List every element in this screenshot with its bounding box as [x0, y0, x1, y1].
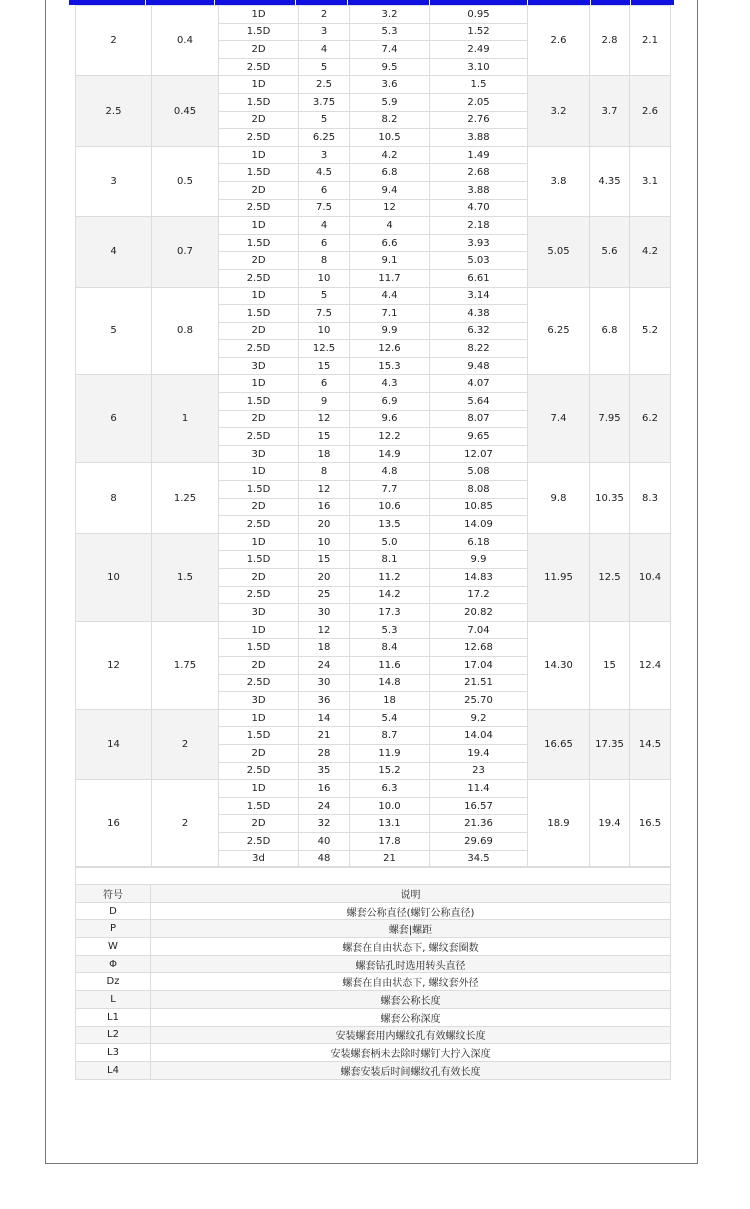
size-cell: 6: [76, 375, 152, 463]
length-cell: 7.5: [299, 305, 350, 323]
legend-spacer: [76, 867, 671, 885]
coil-count-cell: 14.8: [350, 674, 430, 692]
extra-value-cell: 4.2: [630, 217, 671, 287]
depth-cell: 21.51: [430, 674, 528, 692]
length-cell: 16: [299, 498, 350, 516]
drill-diameter-cell: 6.25: [528, 287, 590, 375]
size-cell: 14: [76, 709, 152, 779]
size-cell: 3: [76, 146, 152, 216]
coil-count-cell: 3.6: [350, 76, 430, 94]
drill-diameter-cell: 3.2: [528, 76, 590, 146]
depth-cell: 2.49: [430, 41, 528, 59]
length-code-cell: 3D: [219, 692, 299, 710]
pitch-cell: 0.4: [152, 6, 219, 76]
depth-cell: 5.64: [430, 393, 528, 411]
length-code-cell: 2.5D: [219, 762, 299, 780]
coil-count-cell: 3.2: [350, 6, 430, 24]
length-code-cell: 2D: [219, 410, 299, 428]
depth-cell: 9.48: [430, 357, 528, 375]
depth-cell: 1.49: [430, 146, 528, 164]
legend-description: 螺套钻孔时选用转头直径: [151, 955, 671, 973]
legend-description: 螺套安装后时间螺纹孔有效长度: [151, 1061, 671, 1079]
legend-row: [76, 1044, 671, 1062]
depth-cell: 5.08: [430, 463, 528, 481]
coil-count-cell: 9.4: [350, 181, 430, 199]
depth-cell: 19.4: [430, 744, 528, 762]
coil-count-cell: 5.3: [350, 621, 430, 639]
table-row: [76, 780, 671, 798]
coil-count-cell: 13.1: [350, 815, 430, 833]
depth-cell: 5.03: [430, 252, 528, 270]
depth-cell: 12.07: [430, 445, 528, 463]
pitch-cell: 0.5: [152, 146, 219, 216]
length-cell: 8: [299, 252, 350, 270]
length-code-cell: 1.5D: [219, 481, 299, 499]
length-cell: 12: [299, 481, 350, 499]
outer-diameter-cell: 5.6: [590, 217, 630, 287]
legend-header-row: [76, 885, 671, 903]
size-cell: 5: [76, 287, 152, 375]
length-code-cell: 1.5D: [219, 393, 299, 411]
coil-count-cell: 5.4: [350, 709, 430, 727]
coil-count-cell: 10.0: [350, 797, 430, 815]
depth-cell: 14.09: [430, 516, 528, 534]
coil-count-cell: 4.4: [350, 287, 430, 305]
depth-cell: 11.4: [430, 780, 528, 798]
size-cell: 16: [76, 780, 152, 868]
length-code-cell: 2D: [219, 815, 299, 833]
length-code-cell: 2D: [219, 744, 299, 762]
length-cell: 4: [299, 217, 350, 235]
length-cell: 24: [299, 797, 350, 815]
pitch-cell: 1: [152, 375, 219, 463]
length-cell: 25: [299, 586, 350, 604]
pitch-cell: 1.5: [152, 533, 219, 621]
extra-value-cell: 16.5: [630, 780, 671, 868]
symbol-legend-table: [75, 866, 671, 1080]
depth-cell: 17.04: [430, 656, 528, 674]
length-cell: 30: [299, 674, 350, 692]
length-cell: 35: [299, 762, 350, 780]
length-cell: 10: [299, 322, 350, 340]
length-code-cell: 2.5D: [219, 199, 299, 217]
coil-count-cell: 11.6: [350, 656, 430, 674]
length-code-cell: 3d: [219, 850, 299, 868]
length-code-cell: 2.5D: [219, 674, 299, 692]
depth-cell: 21.36: [430, 815, 528, 833]
length-cell: 4: [299, 41, 350, 59]
pitch-cell: 0.45: [152, 76, 219, 146]
length-cell: 12: [299, 410, 350, 428]
depth-cell: 29.69: [430, 832, 528, 850]
pitch-cell: 1.25: [152, 463, 219, 533]
coil-count-cell: 9.9: [350, 322, 430, 340]
legend-row: [76, 938, 671, 956]
coil-count-cell: 4.8: [350, 463, 430, 481]
depth-cell: 10.85: [430, 498, 528, 516]
length-code-cell: 3D: [219, 445, 299, 463]
legend-symbol: Dz: [76, 973, 151, 991]
depth-cell: 14.04: [430, 727, 528, 745]
table-row: [76, 463, 671, 481]
depth-cell: 6.32: [430, 322, 528, 340]
coil-count-cell: 10.6: [350, 498, 430, 516]
length-cell: 3: [299, 23, 350, 41]
coil-count-cell: 8.2: [350, 111, 430, 129]
coil-count-cell: 10.5: [350, 129, 430, 147]
length-cell: 10: [299, 269, 350, 287]
length-cell: 15: [299, 357, 350, 375]
depth-cell: 3.93: [430, 234, 528, 252]
depth-cell: 16.57: [430, 797, 528, 815]
outer-diameter-cell: 7.95: [590, 375, 630, 463]
outer-diameter-cell: 17.35: [590, 709, 630, 779]
coil-count-cell: 7.7: [350, 481, 430, 499]
depth-cell: 2.05: [430, 93, 528, 111]
length-cell: 12: [299, 621, 350, 639]
outer-diameter-cell: 4.35: [590, 146, 630, 216]
coil-count-cell: 4: [350, 217, 430, 235]
legend-row: [76, 1026, 671, 1044]
coil-count-cell: 5.3: [350, 23, 430, 41]
length-code-cell: 2D: [219, 656, 299, 674]
extra-value-cell: 5.2: [630, 287, 671, 375]
length-cell: 6: [299, 375, 350, 393]
length-code-cell: 1D: [219, 780, 299, 798]
length-cell: 8: [299, 463, 350, 481]
size-cell: 2.5: [76, 76, 152, 146]
depth-cell: 4.70: [430, 199, 528, 217]
table-row: [76, 533, 671, 551]
depth-cell: 4.07: [430, 375, 528, 393]
table-row: [76, 76, 671, 94]
coil-count-cell: 15.2: [350, 762, 430, 780]
length-cell: 20: [299, 569, 350, 587]
length-code-cell: 1.5D: [219, 551, 299, 569]
length-code-cell: 1D: [219, 709, 299, 727]
depth-cell: 3.10: [430, 58, 528, 76]
coil-count-cell: 12.2: [350, 428, 430, 446]
extra-value-cell: 2.1: [630, 6, 671, 76]
depth-cell: 2.68: [430, 164, 528, 182]
length-code-cell: 1D: [219, 287, 299, 305]
length-code-cell: 2.5D: [219, 832, 299, 850]
length-code-cell: 2D: [219, 569, 299, 587]
table-row: [76, 621, 671, 639]
length-cell: 40: [299, 832, 350, 850]
depth-cell: 4.38: [430, 305, 528, 323]
depth-cell: 14.83: [430, 569, 528, 587]
length-code-cell: 1D: [219, 463, 299, 481]
length-code-cell: 2D: [219, 252, 299, 270]
outer-diameter-cell: 6.8: [590, 287, 630, 375]
drill-diameter-cell: 18.9: [528, 780, 590, 868]
drill-diameter-cell: 5.05: [528, 217, 590, 287]
length-code-cell: 2.5D: [219, 516, 299, 534]
length-cell: 6: [299, 234, 350, 252]
legend-symbol: L2: [76, 1026, 151, 1044]
length-cell: 32: [299, 815, 350, 833]
length-cell: 2: [299, 6, 350, 24]
length-code-cell: 2.5D: [219, 58, 299, 76]
legend-description: 螺套在自由状态下, 螺纹套外径: [151, 973, 671, 991]
coil-count-cell: 6.9: [350, 393, 430, 411]
legend-symbol: P: [76, 920, 151, 938]
table-row: [76, 709, 671, 727]
length-code-cell: 1D: [219, 621, 299, 639]
length-cell: 4.5: [299, 164, 350, 182]
table-row: [76, 287, 671, 305]
legend-description: 安装螺套用内螺纹孔有效螺纹长度: [151, 1026, 671, 1044]
pitch-cell: 1.75: [152, 621, 219, 709]
outer-diameter-cell: 15: [590, 621, 630, 709]
legend-description: 螺套在自由状态下, 螺纹套圈数: [151, 938, 671, 956]
coil-count-cell: 9.6: [350, 410, 430, 428]
coil-count-cell: 18: [350, 692, 430, 710]
legend-row: [76, 920, 671, 938]
legend-symbol-header: 符号: [76, 885, 151, 903]
coil-count-cell: 5.0: [350, 533, 430, 551]
coil-count-cell: 11.2: [350, 569, 430, 587]
table-row: [76, 375, 671, 393]
depth-cell: 12.68: [430, 639, 528, 657]
coil-count-cell: 12.6: [350, 340, 430, 358]
extra-value-cell: 3.1: [630, 146, 671, 216]
length-code-cell: 1.5D: [219, 164, 299, 182]
length-cell: 15: [299, 428, 350, 446]
length-cell: 3: [299, 146, 350, 164]
legend-row: [76, 955, 671, 973]
length-code-cell: 1D: [219, 533, 299, 551]
length-code-cell: 1D: [219, 217, 299, 235]
length-cell: 18: [299, 445, 350, 463]
outer-diameter-cell: 2.8: [590, 6, 630, 76]
drill-diameter-cell: 9.8: [528, 463, 590, 533]
coil-count-cell: 6.6: [350, 234, 430, 252]
extra-value-cell: 8.3: [630, 463, 671, 533]
legend-symbol: L: [76, 991, 151, 1009]
depth-cell: 9.65: [430, 428, 528, 446]
drill-diameter-cell: 2.6: [528, 6, 590, 76]
coil-count-cell: 14.2: [350, 586, 430, 604]
length-code-cell: 3D: [219, 604, 299, 622]
length-cell: 7.5: [299, 199, 350, 217]
coil-count-cell: 9.5: [350, 58, 430, 76]
coil-count-cell: 15.3: [350, 357, 430, 375]
coil-count-cell: 13.5: [350, 516, 430, 534]
length-cell: 5: [299, 111, 350, 129]
coil-count-cell: 21: [350, 850, 430, 868]
length-code-cell: 1D: [219, 6, 299, 24]
size-cell: 12: [76, 621, 152, 709]
legend-symbol: D: [76, 902, 151, 920]
depth-cell: 8.07: [430, 410, 528, 428]
length-cell: 16: [299, 780, 350, 798]
extra-value-cell: 12.4: [630, 621, 671, 709]
length-code-cell: 1.5D: [219, 23, 299, 41]
length-cell: 20: [299, 516, 350, 534]
coil-count-cell: 8.4: [350, 639, 430, 657]
length-cell: 14: [299, 709, 350, 727]
length-code-cell: 2.5D: [219, 428, 299, 446]
size-cell: 4: [76, 217, 152, 287]
depth-cell: 1.52: [430, 23, 528, 41]
length-code-cell: 1.5D: [219, 797, 299, 815]
legend-description-header: 说明: [151, 885, 671, 903]
legend-row: [76, 973, 671, 991]
depth-cell: 3.14: [430, 287, 528, 305]
legend-row: [76, 902, 671, 920]
length-cell: 5: [299, 58, 350, 76]
legend-row: [76, 991, 671, 1009]
pitch-cell: 0.7: [152, 217, 219, 287]
coil-count-cell: 8.1: [350, 551, 430, 569]
length-code-cell: 2D: [219, 322, 299, 340]
legend-row: [76, 1061, 671, 1079]
drill-diameter-cell: 3.8: [528, 146, 590, 216]
drill-diameter-cell: 14.30: [528, 621, 590, 709]
length-cell: 9: [299, 393, 350, 411]
legend-description: 螺套公称直径(螺钉公称直径): [151, 902, 671, 920]
legend-row: [76, 1008, 671, 1026]
coil-count-cell: 6.3: [350, 780, 430, 798]
drill-diameter-cell: 7.4: [528, 375, 590, 463]
extra-value-cell: 6.2: [630, 375, 671, 463]
legend-symbol: Φ: [76, 955, 151, 973]
pitch-cell: 2: [152, 709, 219, 779]
extra-value-cell: 14.5: [630, 709, 671, 779]
length-code-cell: 1.5D: [219, 639, 299, 657]
length-cell: 18: [299, 639, 350, 657]
outer-diameter-cell: 10.35: [590, 463, 630, 533]
depth-cell: 3.88: [430, 181, 528, 199]
legend-description: 安装螺套柄未去除时螺钉大拧入深度: [151, 1044, 671, 1062]
depth-cell: 9.2: [430, 709, 528, 727]
coil-count-cell: 14.9: [350, 445, 430, 463]
coil-count-cell: 6.8: [350, 164, 430, 182]
legend-symbol: L1: [76, 1008, 151, 1026]
drill-diameter-cell: 16.65: [528, 709, 590, 779]
length-cell: 2.5: [299, 76, 350, 94]
length-code-cell: 2.5D: [219, 129, 299, 147]
legend-symbol: L4: [76, 1061, 151, 1079]
depth-cell: 9.9: [430, 551, 528, 569]
depth-cell: 8.22: [430, 340, 528, 358]
length-code-cell: 1D: [219, 76, 299, 94]
coil-count-cell: 11.9: [350, 744, 430, 762]
length-code-cell: 1.5D: [219, 727, 299, 745]
legend-symbol: W: [76, 938, 151, 956]
length-cell: 48: [299, 850, 350, 868]
table-row: [76, 146, 671, 164]
length-cell: 3.75: [299, 93, 350, 111]
length-code-cell: 2D: [219, 111, 299, 129]
length-code-cell: 1D: [219, 375, 299, 393]
depth-cell: 7.04: [430, 621, 528, 639]
length-code-cell: 2D: [219, 498, 299, 516]
legend-description: 螺套公称长度: [151, 991, 671, 1009]
outer-diameter-cell: 19.4: [590, 780, 630, 868]
coil-count-cell: 17.3: [350, 604, 430, 622]
depth-cell: 2.76: [430, 111, 528, 129]
coil-count-cell: 5.9: [350, 93, 430, 111]
pitch-cell: 0.8: [152, 287, 219, 375]
length-code-cell: 1.5D: [219, 305, 299, 323]
length-code-cell: 2.5D: [219, 586, 299, 604]
outer-diameter-cell: 3.7: [590, 76, 630, 146]
depth-cell: 2.18: [430, 217, 528, 235]
coil-count-cell: 11.7: [350, 269, 430, 287]
depth-cell: 23: [430, 762, 528, 780]
depth-cell: 25.70: [430, 692, 528, 710]
coil-count-cell: 8.7: [350, 727, 430, 745]
length-code-cell: 2.5D: [219, 269, 299, 287]
length-cell: 6: [299, 181, 350, 199]
size-cell: 10: [76, 533, 152, 621]
size-cell: 8: [76, 463, 152, 533]
size-cell: 2: [76, 6, 152, 76]
depth-cell: 6.18: [430, 533, 528, 551]
coil-count-cell: 7.4: [350, 41, 430, 59]
coil-count-cell: 7.1: [350, 305, 430, 323]
legend-symbol: L3: [76, 1044, 151, 1062]
length-cell: 12.5: [299, 340, 350, 358]
length-cell: 6.25: [299, 129, 350, 147]
depth-cell: 34.5: [430, 850, 528, 868]
coil-count-cell: 4.3: [350, 375, 430, 393]
length-code-cell: 2D: [219, 181, 299, 199]
depth-cell: 6.61: [430, 269, 528, 287]
depth-cell: 3.88: [430, 129, 528, 147]
coil-count-cell: 9.1: [350, 252, 430, 270]
depth-cell: 0.95: [430, 6, 528, 24]
length-code-cell: 2D: [219, 41, 299, 59]
depth-cell: 20.82: [430, 604, 528, 622]
length-cell: 24: [299, 656, 350, 674]
length-cell: 36: [299, 692, 350, 710]
length-cell: 28: [299, 744, 350, 762]
length-code-cell: 1.5D: [219, 234, 299, 252]
length-cell: 30: [299, 604, 350, 622]
drill-diameter-cell: 11.95: [528, 533, 590, 621]
length-cell: 5: [299, 287, 350, 305]
depth-cell: 17.2: [430, 586, 528, 604]
length-code-cell: 1.5D: [219, 93, 299, 111]
table-row: [76, 6, 671, 24]
length-cell: 10: [299, 533, 350, 551]
length-code-cell: 2.5D: [219, 340, 299, 358]
length-code-cell: 3D: [219, 357, 299, 375]
coil-count-cell: 4.2: [350, 146, 430, 164]
extra-value-cell: 10.4: [630, 533, 671, 621]
length-cell: 21: [299, 727, 350, 745]
thread-insert-spec-table: [75, 5, 671, 868]
table-row: [76, 217, 671, 235]
pitch-cell: 2: [152, 780, 219, 868]
depth-cell: 1.5: [430, 76, 528, 94]
length-code-cell: 1D: [219, 146, 299, 164]
coil-count-cell: 17.8: [350, 832, 430, 850]
legend-description: 螺套公称深度: [151, 1008, 671, 1026]
depth-cell: 8.08: [430, 481, 528, 499]
coil-count-cell: 12: [350, 199, 430, 217]
outer-diameter-cell: 12.5: [590, 533, 630, 621]
extra-value-cell: 2.6: [630, 76, 671, 146]
length-cell: 15: [299, 551, 350, 569]
legend-description: 螺套|螺距: [151, 920, 671, 938]
